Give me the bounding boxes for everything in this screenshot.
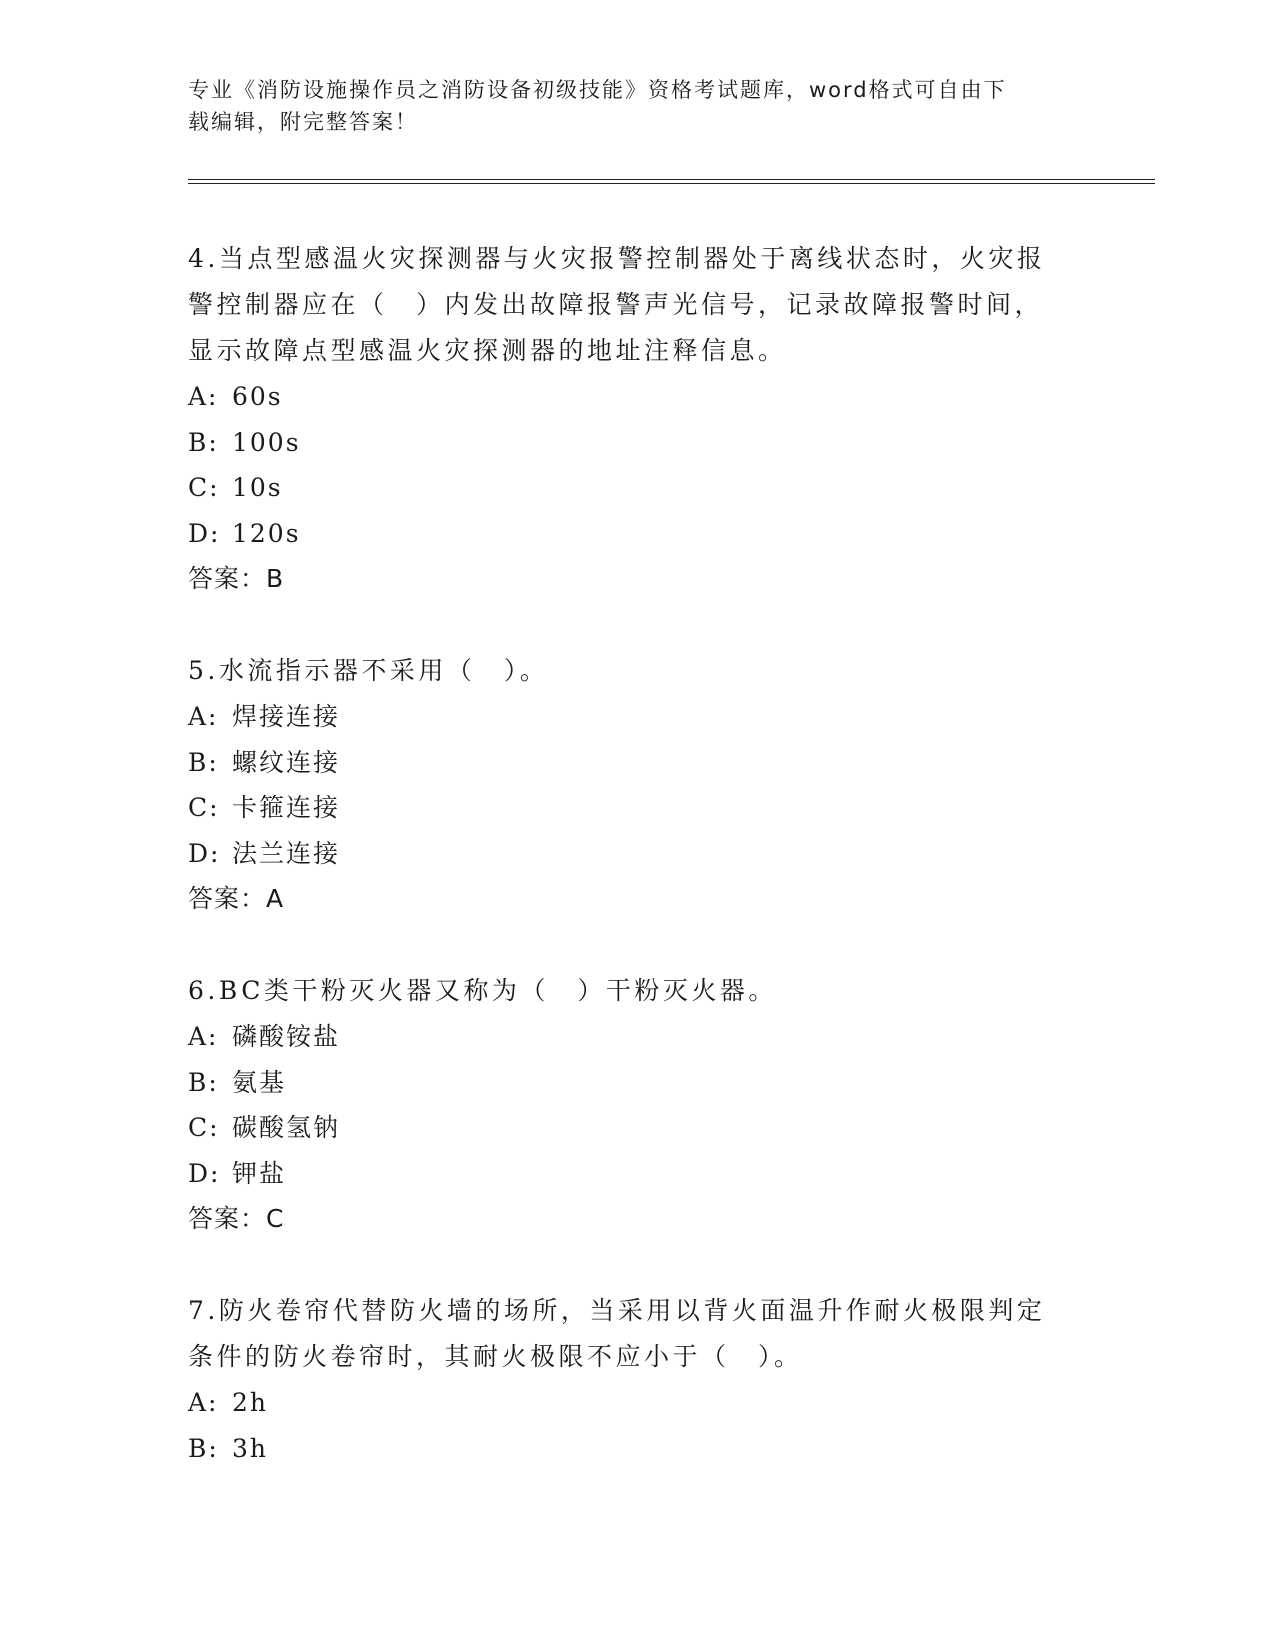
option-c [188, 465, 1068, 511]
option-d [188, 831, 1068, 877]
question-text-line: 5.水流指示器不采用（ ）。 [188, 656, 549, 685]
option-text: 100s [232, 427, 301, 457]
option-c [188, 785, 1068, 831]
option-text: 法兰连接 [232, 838, 341, 868]
option-key: C: [188, 473, 220, 502]
option-text: 60s [232, 382, 283, 411]
option-key: A: [188, 1388, 219, 1417]
question-text-line: 4.当点型感温火灾探测器与火灾报警控制器处于离线状态时，火灾报 [188, 244, 1046, 273]
option-text: 钾盐 [232, 1158, 287, 1188]
option-text: 螺纹连接 [232, 747, 341, 777]
document-header [188, 74, 1068, 138]
option-d [188, 511, 1068, 557]
option-text: 磷酸铵盐 [232, 1022, 341, 1051]
option-key: D: [188, 838, 221, 868]
header-line-2: 载编辑，附完整答案！ [188, 110, 418, 134]
option-text: 卡箍连接 [232, 793, 341, 822]
option-key: B: [188, 1433, 219, 1463]
question-block [188, 236, 1068, 602]
option-d [188, 1151, 1068, 1197]
answer-text: 答案：C [188, 1204, 285, 1233]
option-b [188, 1426, 1068, 1472]
option-key: C: [188, 1113, 220, 1142]
option-key: B: [188, 427, 219, 457]
option-b [188, 740, 1068, 786]
question-block [188, 1288, 1068, 1471]
option-key: A: [188, 382, 219, 411]
option-key: B: [188, 747, 219, 777]
option-key: A: [188, 1022, 219, 1051]
option-key: C: [188, 793, 220, 822]
option-c [188, 1105, 1068, 1151]
option-b [188, 1060, 1068, 1106]
option-text: 10s [232, 473, 283, 502]
question-text-line: 显示故障点型感温火灾探测器的地址注释信息。 [188, 336, 787, 365]
option-key: D: [188, 518, 221, 548]
question-text-line: 6.BC类干粉灭火器又称为（ ）干粉灭火器。 [188, 976, 777, 1005]
option-key: B: [188, 1067, 219, 1097]
question-block [188, 968, 1068, 1242]
option-b [188, 420, 1068, 466]
option-a [188, 374, 1068, 420]
option-a [188, 1014, 1068, 1060]
option-text: 焊接连接 [232, 702, 341, 731]
question-text-line: 警控制器应在（ ）内发出故障报警声光信号，记录故障报警时间， [188, 290, 1044, 319]
option-text: 碳酸氢钠 [232, 1113, 341, 1142]
header-line-1: 专业《消防设施操作员之消防设备初级技能》资格考试题库，word格式可自由下 [188, 78, 1007, 102]
question-list [188, 236, 1068, 1471]
option-text: 120s [232, 518, 301, 548]
option-text: 氨基 [232, 1067, 287, 1097]
question-text-line: 条件的防火卷帘时，其耐火极限不应小于（ ）。 [188, 1342, 803, 1371]
question-text-line: 7.防火卷帘代替防火墙的场所，当采用以背火面温升作耐火极限判定 [188, 1296, 1046, 1325]
question-block [188, 648, 1068, 922]
option-key: D: [188, 1158, 221, 1188]
option-text: 3h [232, 1433, 269, 1463]
option-text: 2h [232, 1388, 269, 1417]
option-key: A: [188, 702, 219, 731]
header-divider [188, 179, 1155, 184]
option-a [188, 1380, 1068, 1426]
answer-text: 答案：A [188, 884, 285, 913]
option-a [188, 694, 1068, 740]
answer-text: 答案：B [188, 564, 285, 593]
